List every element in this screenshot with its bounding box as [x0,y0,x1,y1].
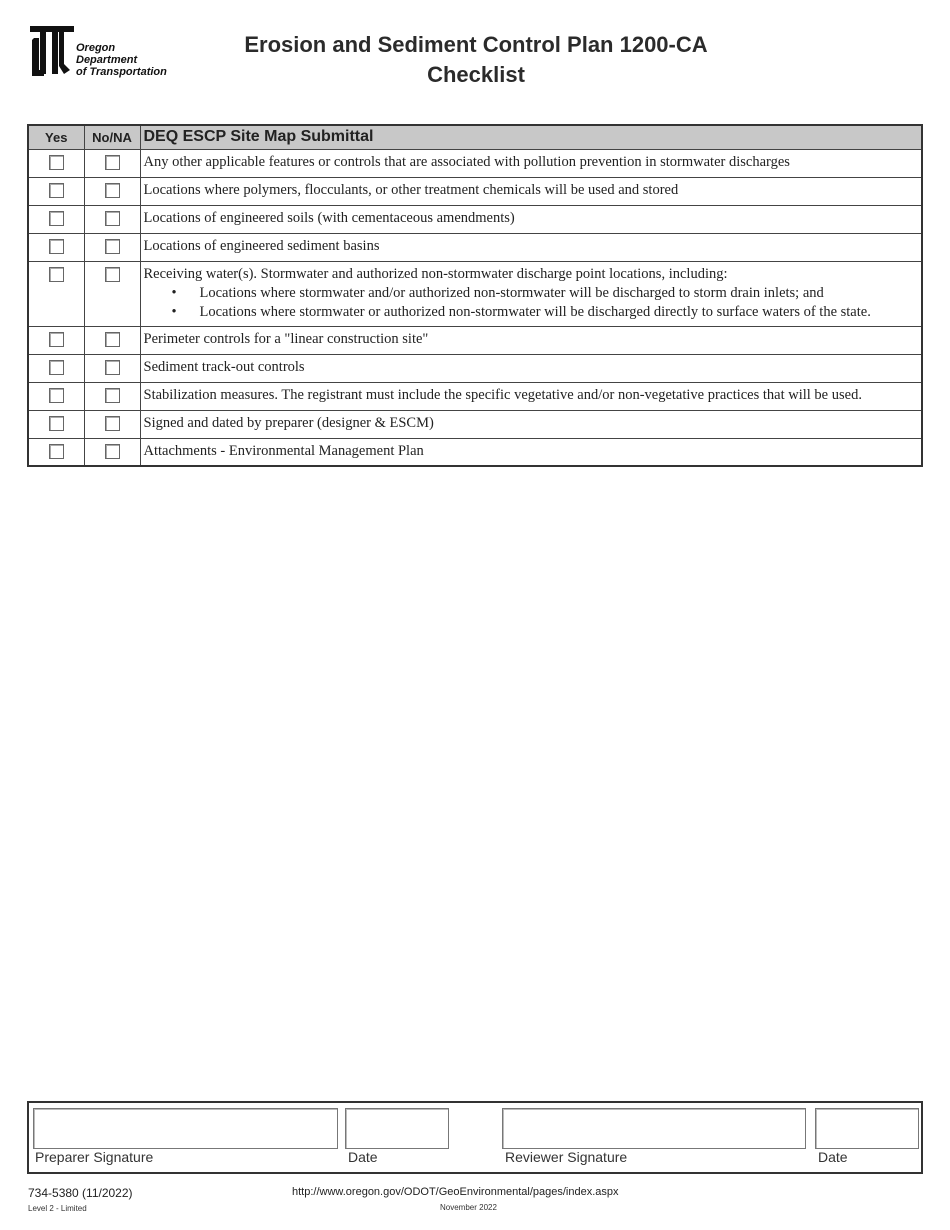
yes-checkbox[interactable] [49,444,64,459]
table-row [28,326,922,354]
checklist-item-text: Any other applicable features or controls that are associated with pollution prevention in stormwater discharges [140,149,922,177]
table-row [28,233,922,261]
preparer-date-field[interactable] [345,1108,449,1149]
yes-checkbox[interactable] [49,416,64,431]
table-row [28,354,922,382]
checklist-item-text: Locations of engineered sediment basins [140,233,922,261]
checklist-item-text: Signed and dated by preparer (designer & ESCM) [140,410,922,438]
checklist-header-row [28,125,922,149]
logo-line-1: Oregon [76,42,116,54]
no-na-checkbox[interactable] [105,267,120,282]
title-line-1: Erosion and Sediment Control Plan 1200-CA [244,32,708,57]
checklist-item-text: Attachments - Environmental Management Plan [140,438,922,466]
table-row [28,261,922,326]
yes-checkbox[interactable] [49,332,64,347]
preparer-signature-label: Preparer Signature [35,1149,154,1165]
yes-checkbox[interactable] [49,267,64,282]
checklist-item-text: Sediment track-out controls [140,354,922,382]
bullet-list [144,284,919,322]
checklist-item-text: Locations where polymers, flocculants, or other treatment chemicals will be used and stored [140,177,922,205]
yes-checkbox[interactable] [49,183,64,198]
table-row [28,438,922,466]
bullet-item: • Locations where stormwater and/or authorized non-stormwater will be discharged to storm drain inlets; and [144,284,919,303]
table-row [28,205,922,233]
no-na-checkbox[interactable] [105,444,120,459]
checklist-item-text: Perimeter controls for a "linear construction site" [140,326,922,354]
checklist-item-receiving-waters [140,261,922,326]
odot-logo-text [76,42,167,78]
table-row [28,382,922,410]
table-row [28,177,922,205]
section-title: DEQ ESCP Site Map Submittal [140,125,922,149]
title-line-2: Checklist [427,62,525,87]
no-na-checkbox[interactable] [105,332,120,347]
yes-checkbox[interactable] [49,388,64,403]
reviewer-signature-label: Reviewer Signature [505,1149,628,1165]
signature-section [27,1101,923,1174]
reviewer-signature-field[interactable] [502,1108,806,1149]
checklist-item-text: Stabilization measures. The registrant must include the specific vegetative and/or non-vegetative practices that will be used. [140,382,922,410]
preparer-date-label: Date [348,1149,378,1165]
reviewer-date-field[interactable] [815,1108,919,1149]
no-na-checkbox[interactable] [105,416,120,431]
yes-checkbox[interactable] [49,239,64,254]
document-title [200,30,752,90]
checklist-item-text: Locations of engineered soils (with cementaceous amendments) [140,205,922,233]
logo-line-2: Department [76,54,138,66]
table-row [28,410,922,438]
preparer-signature-field[interactable] [33,1108,338,1149]
odot-logo-mark-icon [30,26,74,76]
odot-logo [30,26,200,80]
page-header [0,0,950,110]
bullet-item: • Locations where stormwater or authorized non-stormwater will be discharged directly to surface waters of the state. [144,303,919,322]
checklist-item-text: Receiving water(s). Stormwater and authorized non-stormwater discharge point locations, including: [143,265,728,282]
no-na-checkbox[interactable] [105,183,120,198]
reviewer-date-label: Date [818,1149,848,1165]
form-number: 734-5380 (11/2022) [28,1186,133,1200]
no-na-checkbox[interactable] [105,388,120,403]
footer-date: November 2022 [440,1203,497,1212]
logo-line-3: of Transportation [76,66,167,78]
no-na-checkbox[interactable] [105,239,120,254]
col-header-yes: Yes [28,125,84,149]
access-level: Level 2 - Limited [28,1204,87,1213]
no-na-checkbox[interactable] [105,211,120,226]
yes-checkbox[interactable] [49,155,64,170]
yes-checkbox[interactable] [49,360,64,375]
footer-url-link[interactable]: http://www.oregon.gov/ODOT/GeoEnvironmental/pages/index.aspx [292,1186,619,1198]
checklist-table [27,124,923,467]
col-header-no-na: No/NA [84,125,140,149]
table-row [28,149,922,177]
yes-checkbox[interactable] [49,211,64,226]
no-na-checkbox[interactable] [105,155,120,170]
no-na-checkbox[interactable] [105,360,120,375]
